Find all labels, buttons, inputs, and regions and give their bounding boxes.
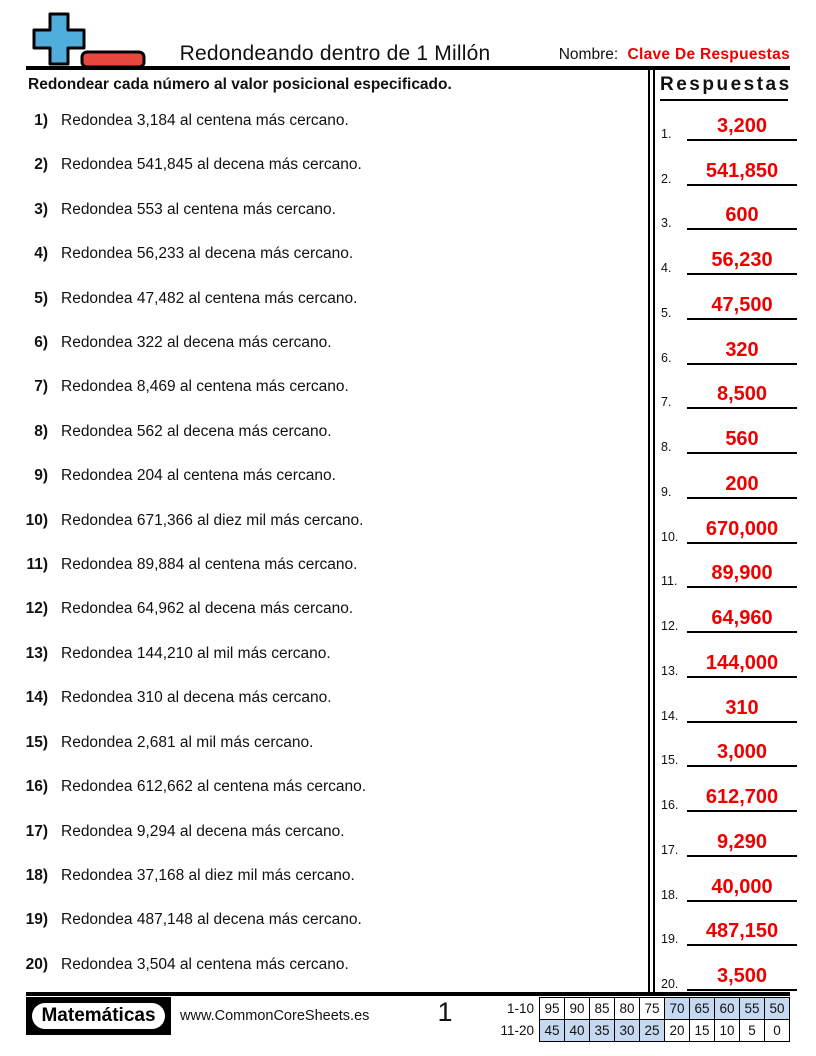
answer-value: 40,000 bbox=[687, 876, 797, 902]
answer-row bbox=[655, 280, 801, 325]
score-row-label: 1-10 bbox=[506, 1000, 534, 1016]
subject-badge bbox=[26, 997, 171, 1035]
question-text: Redondea 89,884 al centena más cercano. bbox=[61, 556, 358, 574]
answers-list bbox=[655, 101, 801, 996]
question-number: 13) bbox=[25, 644, 48, 662]
question-number: 20) bbox=[25, 955, 48, 973]
question-number: 2) bbox=[34, 156, 48, 174]
score-cell: 45 bbox=[540, 1020, 565, 1042]
answer-value: 200 bbox=[687, 473, 797, 499]
score-cell: 50 bbox=[765, 998, 790, 1020]
question-text: Redondea 144,210 al mil más cercano. bbox=[61, 644, 331, 662]
name-row bbox=[559, 46, 790, 64]
question-text: Redondea 64,962 al decena más cercano. bbox=[61, 600, 354, 618]
question-row bbox=[0, 859, 645, 903]
answer-number: 6. bbox=[661, 350, 672, 365]
score-cell: 85 bbox=[590, 998, 615, 1020]
subject-badge-label: Matemáticas bbox=[32, 1003, 164, 1029]
answer-value: 8,500 bbox=[687, 383, 797, 409]
question-number: 6) bbox=[34, 334, 48, 352]
score-row-label: 11-20 bbox=[500, 1022, 534, 1038]
question-row bbox=[0, 193, 645, 237]
column-divider bbox=[648, 70, 655, 993]
answer-row bbox=[655, 370, 801, 415]
score-table bbox=[500, 997, 790, 1042]
question-text: Redondea 8,469 al centena más cercano. bbox=[61, 378, 349, 396]
answer-row bbox=[655, 504, 801, 549]
question-row bbox=[0, 548, 645, 592]
score-cell: 65 bbox=[690, 998, 715, 1020]
answer-value: 9,290 bbox=[687, 831, 797, 857]
answer-number: 19. bbox=[661, 932, 679, 947]
question-row bbox=[0, 948, 645, 992]
plus-minus-icon bbox=[30, 12, 155, 75]
answer-row bbox=[655, 325, 801, 370]
answer-number: 8. bbox=[661, 440, 672, 454]
score-cell: 70 bbox=[665, 998, 690, 1020]
question-number: 15) bbox=[25, 733, 48, 751]
score-cell: 35 bbox=[590, 1020, 615, 1042]
question-text: Redondea 541,845 al decena más cercano. bbox=[61, 156, 362, 174]
question-number: 18) bbox=[25, 866, 48, 884]
answer-number: 14. bbox=[661, 708, 679, 723]
score-cell: 20 bbox=[665, 1020, 690, 1042]
question-number: 16) bbox=[25, 778, 48, 796]
answer-row bbox=[655, 862, 801, 907]
answer-number: 5. bbox=[661, 305, 672, 320]
score-cell: 75 bbox=[640, 998, 665, 1020]
score-cell: 80 bbox=[615, 998, 640, 1020]
score-cell: 95 bbox=[540, 998, 565, 1020]
question-row bbox=[0, 592, 645, 636]
question-number: 8) bbox=[34, 422, 48, 440]
question-row bbox=[0, 815, 645, 859]
score-cell: 10 bbox=[715, 1020, 740, 1042]
answer-value: 3,000 bbox=[687, 741, 797, 767]
question-row bbox=[0, 726, 645, 770]
question-text: Redondea 3,184 al centena más cercano. bbox=[61, 112, 349, 129]
question-text: Redondea 56,233 al decena más cercano. bbox=[61, 245, 354, 263]
question-text: Redondea 562 al decena más cercano. bbox=[61, 422, 332, 440]
answer-number: 17. bbox=[661, 842, 679, 857]
question-number: 11) bbox=[26, 556, 48, 574]
question-row bbox=[0, 237, 645, 281]
answer-row bbox=[655, 101, 801, 146]
question-row bbox=[0, 681, 645, 725]
score-cell: 15 bbox=[690, 1020, 715, 1042]
question-row bbox=[0, 903, 645, 947]
question-text: Redondea 37,168 al diez mil más cercano. bbox=[61, 866, 355, 884]
score-row bbox=[500, 998, 789, 1020]
answer-number: 1. bbox=[661, 126, 672, 141]
score-cell: 90 bbox=[565, 998, 590, 1020]
answer-row bbox=[655, 772, 801, 817]
answer-number: 4. bbox=[661, 261, 672, 275]
answer-number: 20. bbox=[661, 977, 679, 991]
score-cell: 5 bbox=[740, 1020, 765, 1042]
answer-value: 144,000 bbox=[687, 652, 797, 678]
questions-list bbox=[0, 104, 645, 992]
answer-number: 2. bbox=[661, 171, 672, 186]
score-cell: 55 bbox=[740, 998, 765, 1020]
question-row bbox=[0, 282, 645, 326]
page-title: Redondeando dentro de 1 Millón bbox=[179, 42, 491, 65]
question-row bbox=[0, 148, 645, 192]
question-number: 17) bbox=[25, 822, 48, 840]
answer-row bbox=[655, 728, 801, 773]
answer-number: 13. bbox=[661, 663, 679, 678]
answer-number: 11. bbox=[661, 574, 678, 589]
instructions-text: Redondear cada número al valor posicional especificado. bbox=[28, 76, 452, 93]
question-text: Redondea 2,681 al mil más cercano. bbox=[61, 733, 314, 751]
question-text: Redondea 322 al decena más cercano. bbox=[61, 334, 332, 352]
question-text: Redondea 487,148 al decena más cercano. bbox=[61, 911, 362, 929]
name-label: Nombre: bbox=[558, 46, 619, 63]
answers-title: Respuestas bbox=[660, 74, 788, 101]
answer-value: 47,500 bbox=[687, 294, 797, 320]
answer-value: 670,000 bbox=[687, 518, 797, 544]
question-number: 1) bbox=[34, 112, 48, 129]
question-row bbox=[0, 770, 645, 814]
answer-row bbox=[655, 146, 801, 191]
answer-value: 310 bbox=[687, 697, 797, 723]
question-number: 9) bbox=[34, 467, 48, 485]
score-row bbox=[500, 1020, 789, 1042]
answer-row bbox=[655, 459, 801, 504]
answer-value: 320 bbox=[687, 339, 797, 365]
question-number: 19) bbox=[25, 911, 48, 929]
answer-number: 15. bbox=[661, 753, 679, 768]
footer-rule bbox=[26, 992, 790, 996]
answer-value: 89,900 bbox=[687, 562, 797, 588]
page-number: 1 bbox=[437, 997, 453, 1027]
website-url: www.CommonCoreSheets.es bbox=[180, 1008, 370, 1024]
answer-number: 9. bbox=[661, 484, 672, 499]
question-number: 12) bbox=[25, 600, 48, 618]
answer-row bbox=[655, 593, 801, 638]
question-text: Redondea 310 al decena más cercano. bbox=[61, 689, 332, 707]
answer-value: 64,960 bbox=[687, 607, 797, 633]
question-row bbox=[0, 370, 645, 414]
question-number: 10) bbox=[25, 511, 48, 529]
answer-row bbox=[655, 235, 801, 280]
answer-value: 600 bbox=[687, 204, 797, 230]
question-number: 7) bbox=[34, 378, 48, 396]
question-text: Redondea 612,662 al centena más cercano. bbox=[61, 778, 367, 796]
question-number: 4) bbox=[34, 245, 48, 263]
answer-row bbox=[655, 951, 801, 996]
answer-number: 16. bbox=[661, 798, 679, 812]
answer-number: 3. bbox=[661, 216, 672, 231]
question-number: 3) bbox=[34, 200, 48, 218]
question-row bbox=[0, 415, 645, 459]
score-cell: 40 bbox=[565, 1020, 590, 1042]
answer-row bbox=[655, 907, 801, 952]
answer-value: 487,150 bbox=[687, 920, 797, 946]
question-row bbox=[0, 504, 645, 548]
answer-value: 3,200 bbox=[687, 115, 797, 141]
question-text: Redondea 3,504 al centena más cercano. bbox=[61, 955, 349, 973]
score-cell: 60 bbox=[715, 998, 740, 1020]
question-row bbox=[0, 459, 645, 503]
question-row bbox=[0, 104, 645, 148]
answer-number: 7. bbox=[661, 395, 672, 410]
question-text: Redondea 47,482 al centena más cercano. bbox=[61, 289, 358, 307]
question-text: Redondea 204 al centena más cercano. bbox=[61, 467, 336, 485]
score-cell: 25 bbox=[640, 1020, 665, 1042]
question-text: Redondea 553 al centena más cercano. bbox=[61, 200, 336, 218]
answer-row bbox=[655, 549, 801, 594]
answer-row bbox=[655, 638, 801, 683]
answer-row bbox=[655, 817, 801, 862]
question-row bbox=[0, 637, 645, 681]
question-row bbox=[0, 326, 645, 370]
answer-number: 12. bbox=[661, 619, 679, 633]
score-cell: 30 bbox=[615, 1020, 640, 1042]
answer-value: 560 bbox=[687, 428, 797, 454]
answer-value: 541,850 bbox=[687, 160, 797, 186]
answer-value: 56,230 bbox=[687, 249, 797, 275]
answer-value: 612,700 bbox=[687, 786, 797, 812]
name-value: Clave De Respuestas bbox=[627, 46, 790, 63]
answer-number: 10. bbox=[661, 529, 679, 544]
answer-value: 3,500 bbox=[687, 965, 797, 991]
answer-row bbox=[655, 414, 801, 459]
answer-number: 18. bbox=[661, 887, 679, 902]
question-number: 5) bbox=[34, 289, 48, 307]
answer-row bbox=[655, 191, 801, 236]
score-cell: 0 bbox=[765, 1020, 790, 1042]
question-text: Redondea 9,294 al decena más cercano. bbox=[61, 822, 345, 840]
answer-row bbox=[655, 683, 801, 728]
question-number: 14) bbox=[25, 689, 48, 707]
question-text: Redondea 671,366 al diez mil más cercano. bbox=[61, 511, 364, 529]
